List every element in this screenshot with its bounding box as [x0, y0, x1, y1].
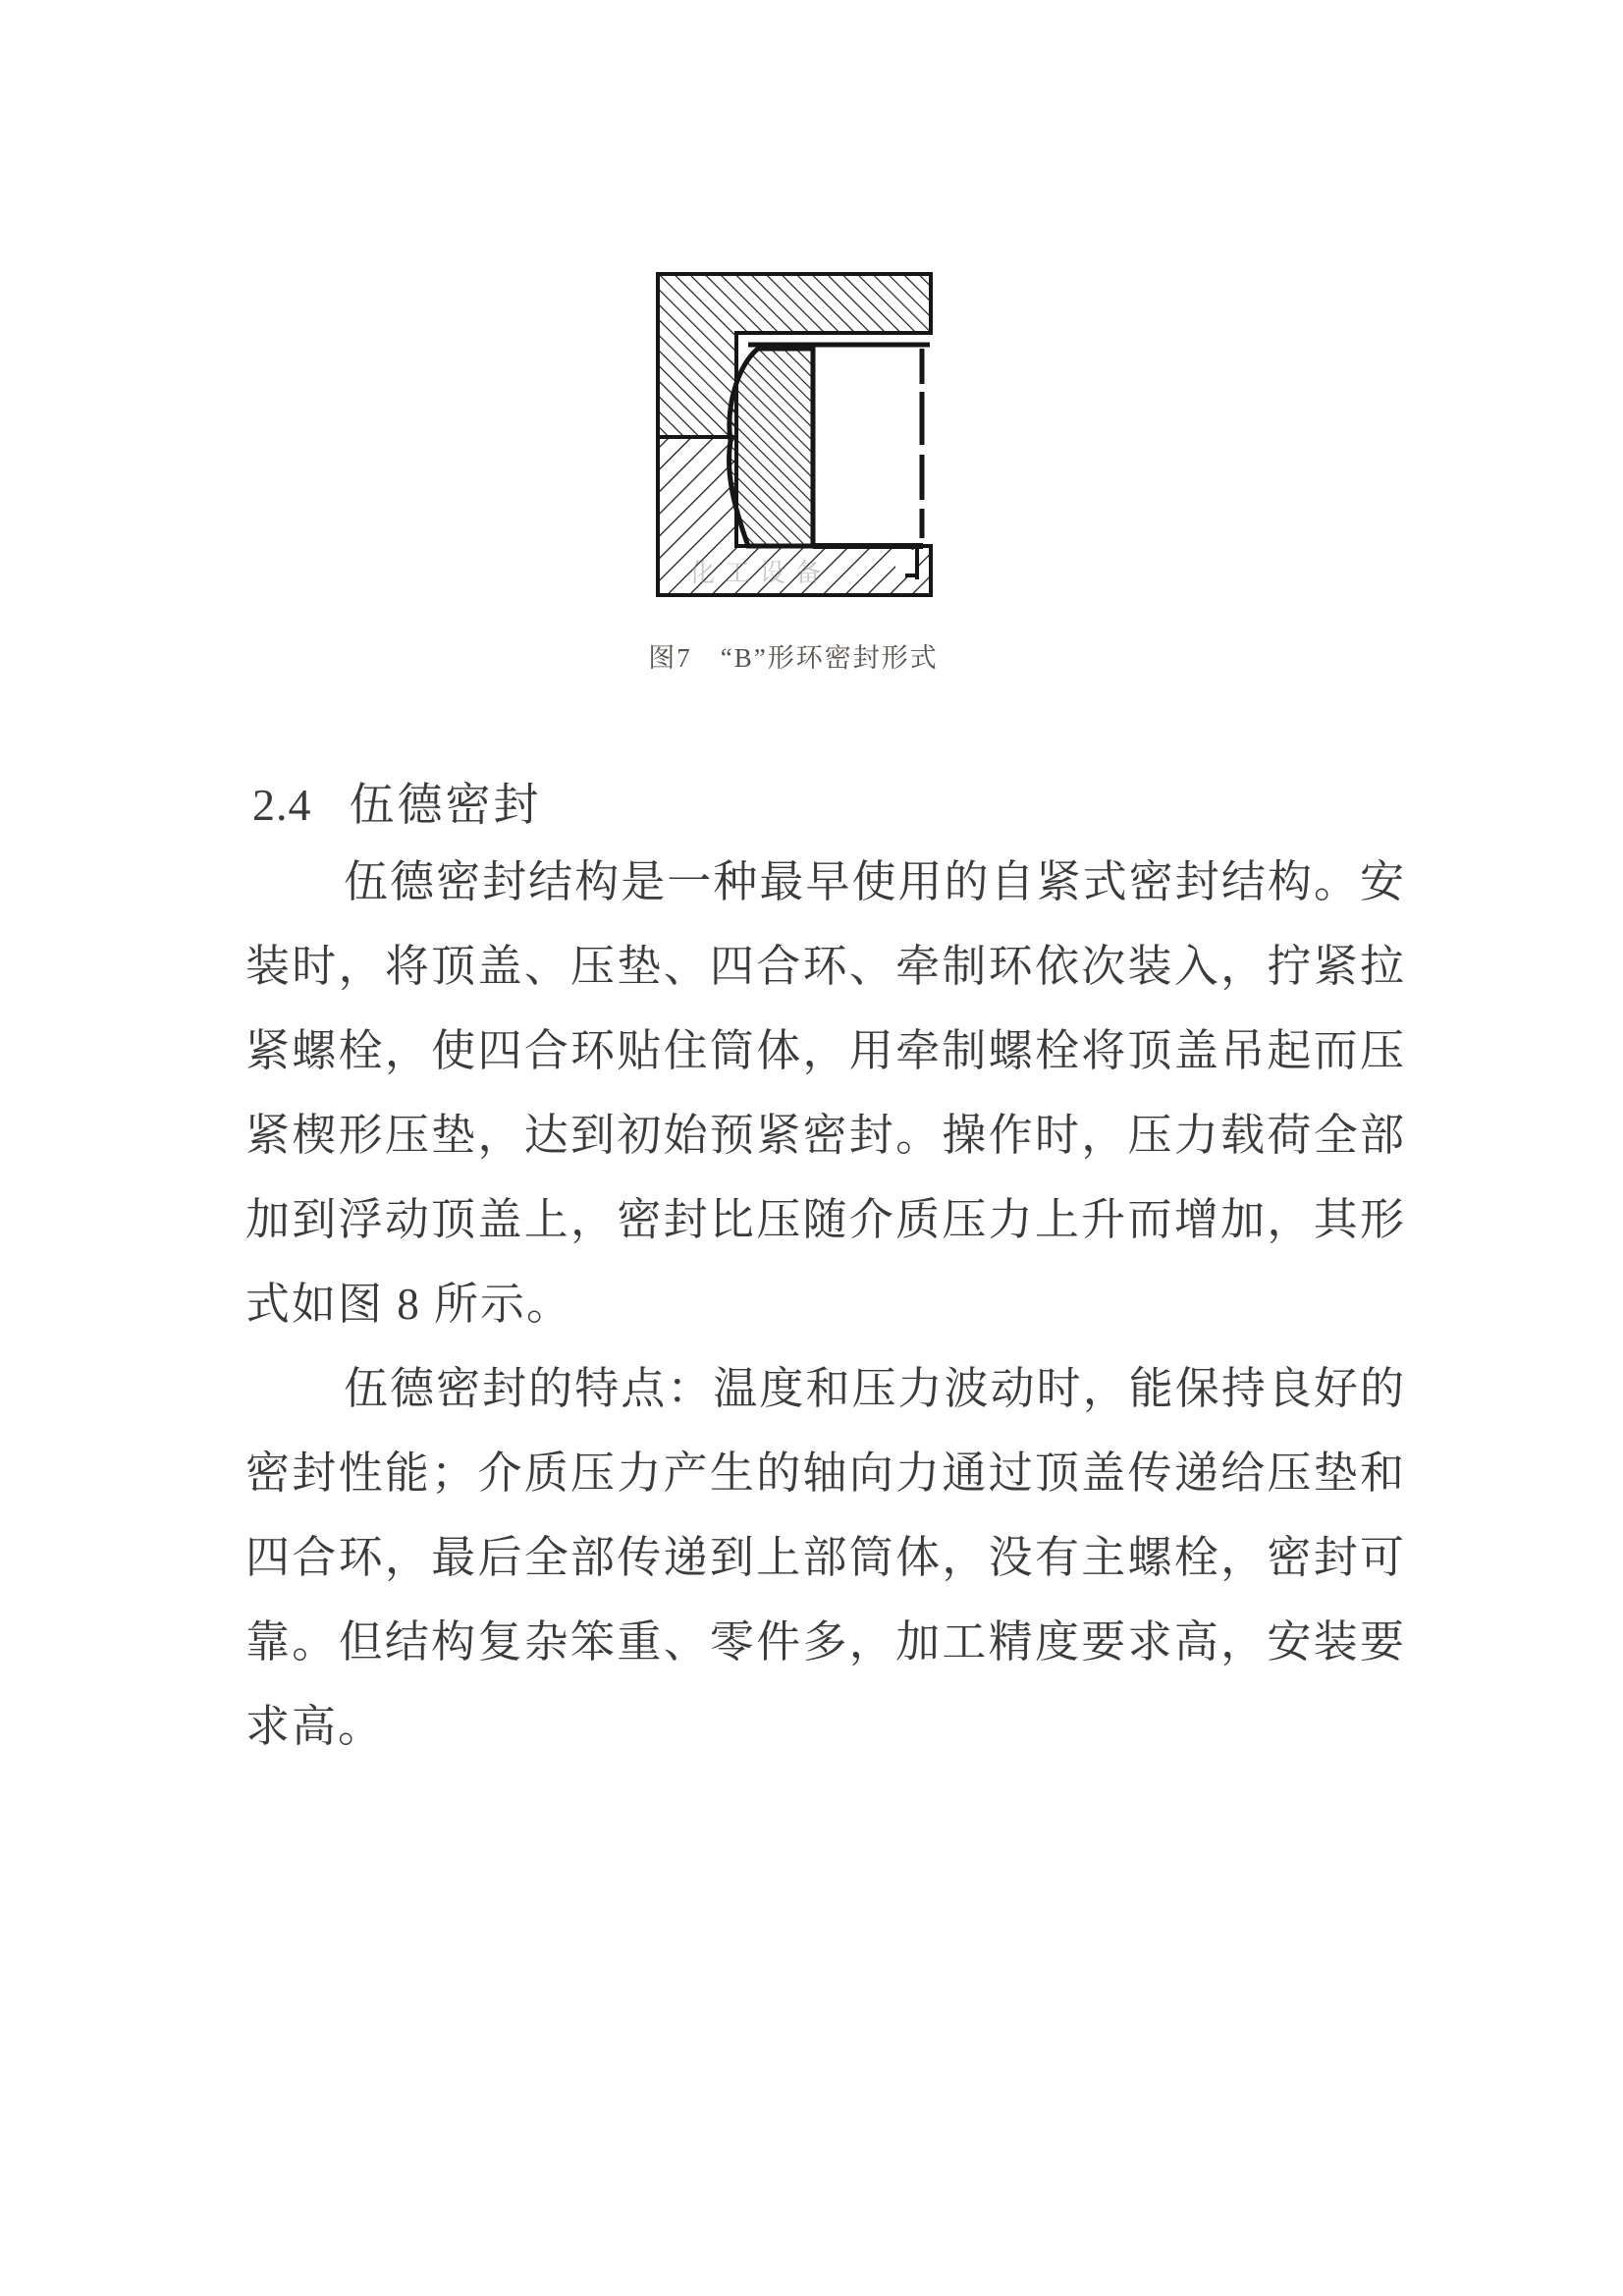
text-line: 伍德密封结构是一种最早使用的自紧式密封结构。安: [344, 857, 1406, 906]
text-line: 四合环，最后全部传递到上部筒体，没有主螺栓，密封可: [245, 1533, 1406, 1582]
text-line: 装时，将顶盖、压垫、四合环、牵制环依次装入，拧紧拉: [245, 942, 1406, 991]
text-line: 式如图 8 所示。: [245, 1280, 573, 1329]
text-line: 紧螺栓，使四合环贴住筒体，用牵制螺栓将顶盖吊起而压: [245, 1026, 1406, 1075]
section-number: 2.4: [252, 780, 312, 830]
text-line: 伍德密封的特点：温度和压力波动时，能保持良好的: [344, 1364, 1406, 1413]
section-heading: [252, 778, 542, 833]
body-text: [245, 840, 1406, 1769]
text-line: 加到浮动顶盖上，密封比压随介质压力上升而增加，其形: [245, 1195, 1406, 1244]
watermark: 化工设备: [689, 558, 832, 587]
text-line: 靠。但结构复杂笨重、零件多，加工精度要求高，安装要: [245, 1617, 1406, 1667]
text-line: 密封性能；介质压力产生的轴向力通过顶盖传递给压垫和: [245, 1449, 1406, 1498]
figure-b-ring-seal: [656, 272, 933, 597]
figure-caption: 图7 “B”形环密封形式: [648, 643, 939, 673]
text-line: 紧楔形压垫，达到初始预紧密封。操作时，压力载荷全部: [245, 1111, 1406, 1160]
seal-cross-section-drawing: [656, 272, 933, 597]
section-title: 伍德密封: [349, 780, 542, 830]
text-line: 求高。: [245, 1702, 385, 1751]
